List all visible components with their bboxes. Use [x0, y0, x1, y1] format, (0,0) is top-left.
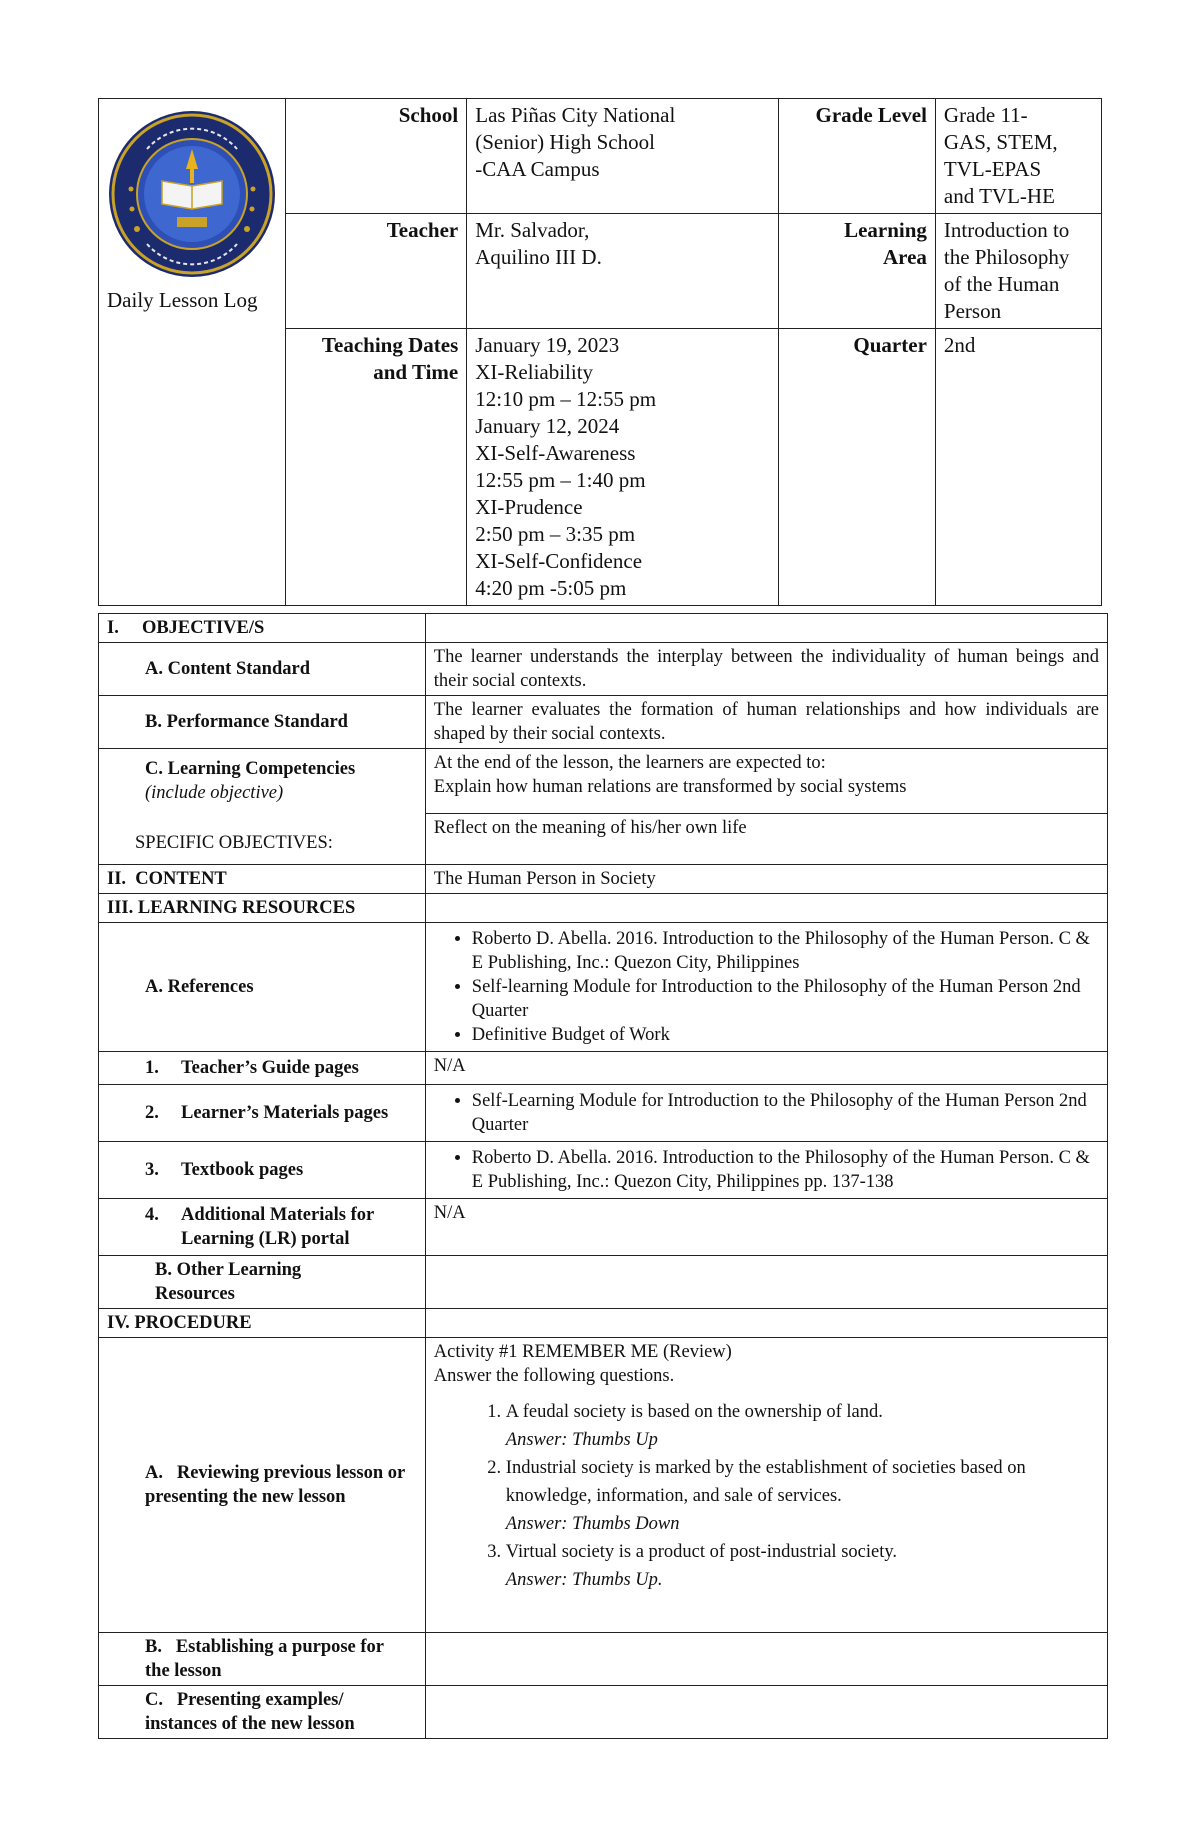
question-item: 3. Virtual society is a product of post-industrial society. Answer: Thumbs Up. [506, 1538, 1099, 1594]
learning-area-label: Learning Area [779, 214, 936, 329]
teacher-label: Teacher [286, 214, 467, 329]
reviewing-lesson-label: A. Reviewing previous lesson or presenting the new lesson [99, 1338, 426, 1633]
header-table [98, 98, 1102, 606]
teachers-guide-value: N/A [425, 1052, 1107, 1085]
school-value: Las Piñas City National (Senior) High School -CAA Campus [467, 99, 779, 214]
teachers-guide-label: 1. Teacher’s Guide pages [99, 1052, 426, 1085]
reference-item: • Self-learning Module for Introduction to the Philosophy of the Human Person 2nd Quarter [472, 975, 1099, 1023]
document-title: Daily Lesson Log [107, 288, 258, 312]
establishing-purpose-value [425, 1633, 1107, 1686]
school-label: School [286, 99, 467, 214]
teaching-dates-label: Teaching Dates and Time [286, 329, 467, 606]
specific-objectives-value: Reflect on the meaning of his/her own life [425, 814, 1107, 865]
learning-competencies-label: C. Learning Competencies (include objective) SPECIFIC OBJECTIVES: [99, 749, 426, 865]
reference-item: • Definitive Budget of Work [472, 1023, 1099, 1047]
procedure-heading: IV. PROCEDURE [99, 1309, 426, 1338]
teaching-dates-value: January 19, 2023 XI-Reliability 12:10 pm – 12:55 pm January 12, 2024 XI-Self-Awareness 12:55 pm – 1:40 pm XI-Prudence 2:50 pm – 3:35 pm XI-Self-Confidence 4:20 pm -5:05 pm [467, 329, 779, 606]
content-heading: II. CONTENT [99, 865, 426, 894]
content-value: The Human Person in Society [425, 865, 1107, 894]
question-item: 2. Industrial society is marked by the establishment of societies based on knowledge, information, and sale of services. Answer: Thumbs Down [506, 1454, 1099, 1538]
quarter-value: 2nd [935, 329, 1101, 606]
textbook-pages-value: • Roberto D. Abella. 2016. Introduction to the Philosophy of the Human Person. C & E Publishing, Inc.: Quezon City, Philippines pp. 137-138 [425, 1142, 1107, 1199]
grade-level-label: Grade Level [779, 99, 936, 214]
objectives-heading-value [425, 614, 1107, 643]
presenting-examples-value [425, 1686, 1107, 1739]
logo-cell [99, 99, 286, 606]
presenting-examples-label: C. Presenting examples/ instances of the new lesson [99, 1686, 426, 1739]
learning-resources-heading-value [425, 894, 1107, 923]
establishing-purpose-label: B. Establishing a purpose for the lesson [99, 1633, 426, 1686]
performance-standard-label: B. Performance Standard [99, 696, 426, 749]
reviewing-lesson-value [425, 1338, 1107, 1633]
references-label: A. References [99, 923, 426, 1052]
content-standard-label: A. Content Standard [99, 643, 426, 696]
other-resources-value [425, 1256, 1107, 1309]
lesson-log-table [98, 613, 1108, 1739]
activity-questions [434, 1398, 1099, 1594]
activity-instruction: Answer the following questions. [433, 1366, 675, 1386]
activity-title: Activity #1 REMEMBER ME (Review) [433, 1342, 732, 1362]
learners-materials-value: • Self-Learning Module for Introduction to the Philosophy of the Human Person 2nd Quarter [425, 1085, 1107, 1142]
grade-level-value: Grade 11- GAS, STEM, TVL-EPAS and TVL-HE [935, 99, 1101, 214]
textbook-pages-label: 3. Textbook pages [99, 1142, 426, 1199]
objectives-heading: I. OBJECTIVE/S [99, 614, 426, 643]
question-item: 1. A feudal society is based on the ownership of land. Answer: Thumbs Up [506, 1398, 1099, 1454]
learners-materials-label: 2. Learner’s Materials pages [99, 1085, 426, 1142]
other-resources-label: B. Other Learning Resources [99, 1256, 426, 1309]
learning-area-value: Introduction to the Philosophy of the Human Person [935, 214, 1101, 329]
teacher-value: Mr. Salvador, Aquilino III D. [467, 214, 779, 329]
quarter-label: Quarter [779, 329, 936, 606]
learning-competencies-value: At the end of the lesson, the learners are expected to: Explain how human relations are transformed by social systems [425, 749, 1107, 814]
references-value [425, 923, 1107, 1052]
procedure-heading-value [425, 1309, 1107, 1338]
reference-item: • Roberto D. Abella. 2016. Introduction to the Philosophy of the Human Person. C & E Publishing, Inc.: Quezon City, Philippines [472, 927, 1099, 975]
learning-resources-heading: III. LEARNING RESOURCES [99, 894, 426, 923]
additional-materials-value: N/A [425, 1199, 1107, 1256]
content-standard-value: The learner understands the interplay between the individuality of human beings and their social contexts. [425, 643, 1107, 696]
performance-standard-value: The learner evaluates the formation of human relationships and how individuals are shaped by their social contexts. [425, 696, 1107, 749]
school-seal-icon [107, 109, 277, 279]
additional-materials-label: 4. Additional Materials for Learning (LR) portal [99, 1199, 426, 1256]
